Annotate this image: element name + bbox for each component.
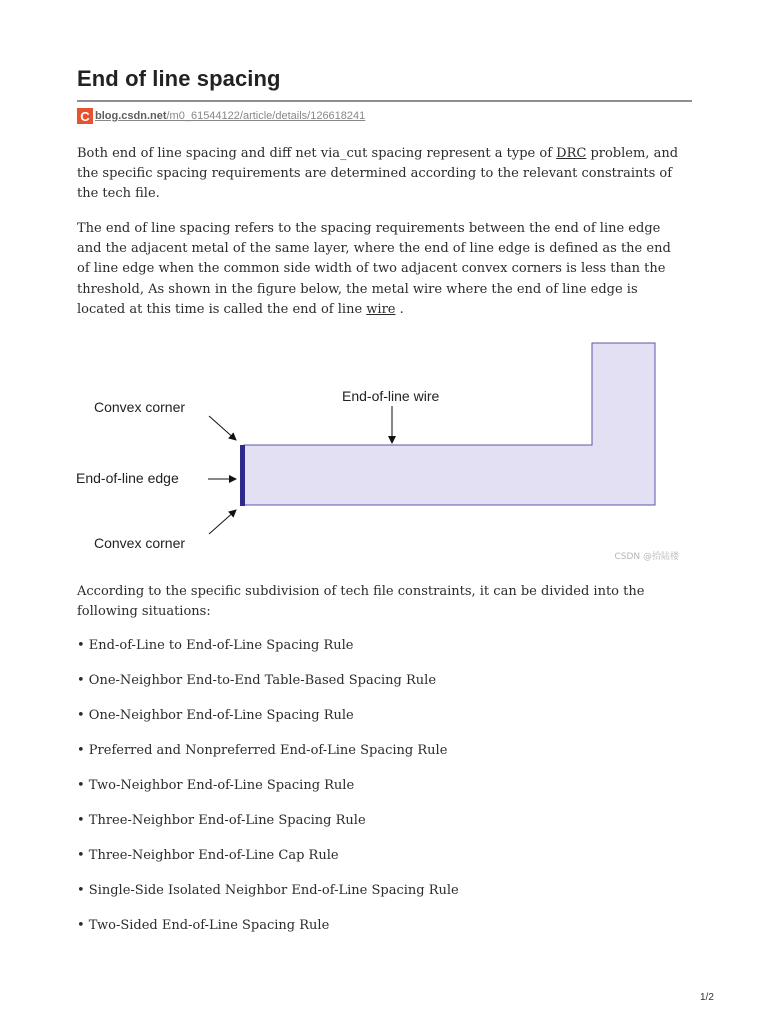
arrow-convex-bottom [209,510,236,534]
metal-wire-shape [244,343,655,505]
csdn-logo-icon: C [77,108,93,124]
source-path[interactable]: /m0_61544122/article/details/126618241 [166,110,366,122]
paragraph-intro [77,144,683,205]
list-item: • One-Neighbor End-of-Line Spacing Rule [77,708,354,723]
paragraph-intro-text-2: problem, and the specific spacing requirements are determined according to the relevant constraints of the tech file. [77,146,679,202]
paragraph-subdivision: According to the specific subdivision of tech file constraints, it can be divided into the following situations: [77,584,645,620]
end-of-line-figure [70,338,690,568]
list-item: • Single-Side Isolated Neighbor End-of-Line Spacing Rule [77,883,459,898]
drc-link[interactable]: DRC [556,146,587,161]
arrow-convex-top [209,416,236,440]
rule-list [77,636,459,951]
list-item: • Two-Neighbor End-of-Line Spacing Rule [77,778,355,793]
figure-watermark: CSDN @拾陆楼 [614,552,679,562]
paragraph-intro-text: Both end of line spacing and diff net via_cut spacing represent a type of [77,146,557,161]
list-item: • Two-Sided End-of-Line Spacing Rule [77,918,330,933]
paragraph-definition-text-2: . [395,301,404,317]
title-divider [77,100,692,102]
list-item: • End-of-Line to End-of-Line Spacing Rule [77,638,354,653]
label-end-of-line-edge: End-of-line edge [76,470,179,486]
label-convex-corner-bottom: Convex corner [94,535,186,551]
page-number: 1/2 [700,992,714,1003]
page-title: End of line spacing [77,66,281,91]
label-convex-corner-top: Convex corner [94,399,186,415]
wire-link[interactable]: wire [366,301,396,317]
label-end-of-line-wire: End-of-line wire [342,388,440,404]
list-item: • One-Neighbor End-to-End Table-Based Spacing Rule [77,673,437,688]
source-line [77,108,365,124]
list-item: • Three-Neighbor End-of-Line Spacing Rule [77,813,366,828]
end-of-line-edge-marker [240,445,245,506]
source-domain[interactable]: blog.csdn.net [95,110,167,122]
paragraph-definition-text: The end of line spacing refers to the spacing requirements between the end of line edge and the adjacent metal of the same layer, where the end of line edge is defined as the end of line edge when the common side width of two adjacent convex corners is less than the threshold, As shown in the figure below, the metal wire where the end of line edge is located at this time is called the end of line [77,221,671,317]
source-link[interactable] [95,110,365,122]
paragraph-definition [77,219,683,320]
list-item: • Preferred and Nonpreferred End-of-Line Spacing Rule [77,743,448,758]
list-item: • Three-Neighbor End-of-Line Cap Rule [77,848,339,863]
